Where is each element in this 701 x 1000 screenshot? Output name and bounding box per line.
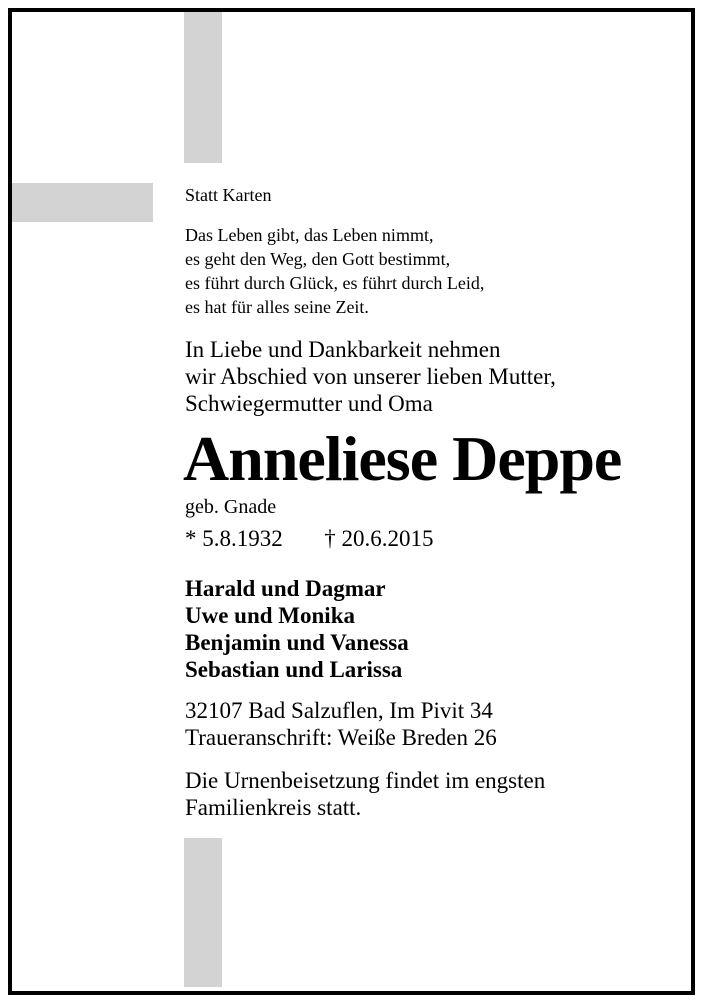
burial-notice xyxy=(185,767,545,821)
notice-line: Familienkreis statt. xyxy=(185,795,362,820)
poem-line: es hat für alles seine Zeit. xyxy=(185,297,369,317)
death-date: † 20.6.2015 xyxy=(324,526,434,551)
deceased-name: Anneliese Deppe xyxy=(183,423,622,494)
life-dates xyxy=(185,525,434,552)
announcement-line: wir Abschied von unserer lieben Mutter, xyxy=(185,364,556,389)
announcement xyxy=(185,336,556,417)
birth-date: * 5.8.1932 xyxy=(185,526,283,551)
poem-line: Das Leben gibt, das Leben nimmt, xyxy=(185,225,434,245)
poem xyxy=(185,223,484,319)
maiden-name: geb. Gnade xyxy=(185,496,277,518)
poem-line: es geht den Weg, den Gott bestimmt, xyxy=(185,249,451,269)
mourner-line: Benjamin und Vanessa xyxy=(185,630,409,655)
notice-line: Die Urnenbeisetzung findet im engsten xyxy=(185,768,546,793)
cross-bar-bottom xyxy=(184,838,222,987)
mourner-line: Harald und Dagmar xyxy=(185,576,386,601)
mourners-list xyxy=(185,575,409,683)
mourner-line: Sebastian und Larissa xyxy=(185,657,403,682)
intro-text: Statt Karten xyxy=(185,185,272,205)
cross-bar-top xyxy=(184,12,222,163)
address-line: Traueranschrift: Weiße Breden 26 xyxy=(185,725,497,750)
notice-border xyxy=(8,8,695,995)
address-line: 32107 Bad Salzuflen, Im Pivit 34 xyxy=(185,698,493,723)
mourner-line: Uwe und Monika xyxy=(185,603,355,628)
poem-line: es führt durch Glück, es führt durch Leid, xyxy=(185,273,485,293)
cross-bar-horizontal xyxy=(12,183,153,222)
announcement-line: Schwiegermutter und Oma xyxy=(185,391,433,416)
announcement-line: In Liebe und Dankbarkeit nehmen xyxy=(185,337,501,362)
address-block xyxy=(185,697,497,751)
